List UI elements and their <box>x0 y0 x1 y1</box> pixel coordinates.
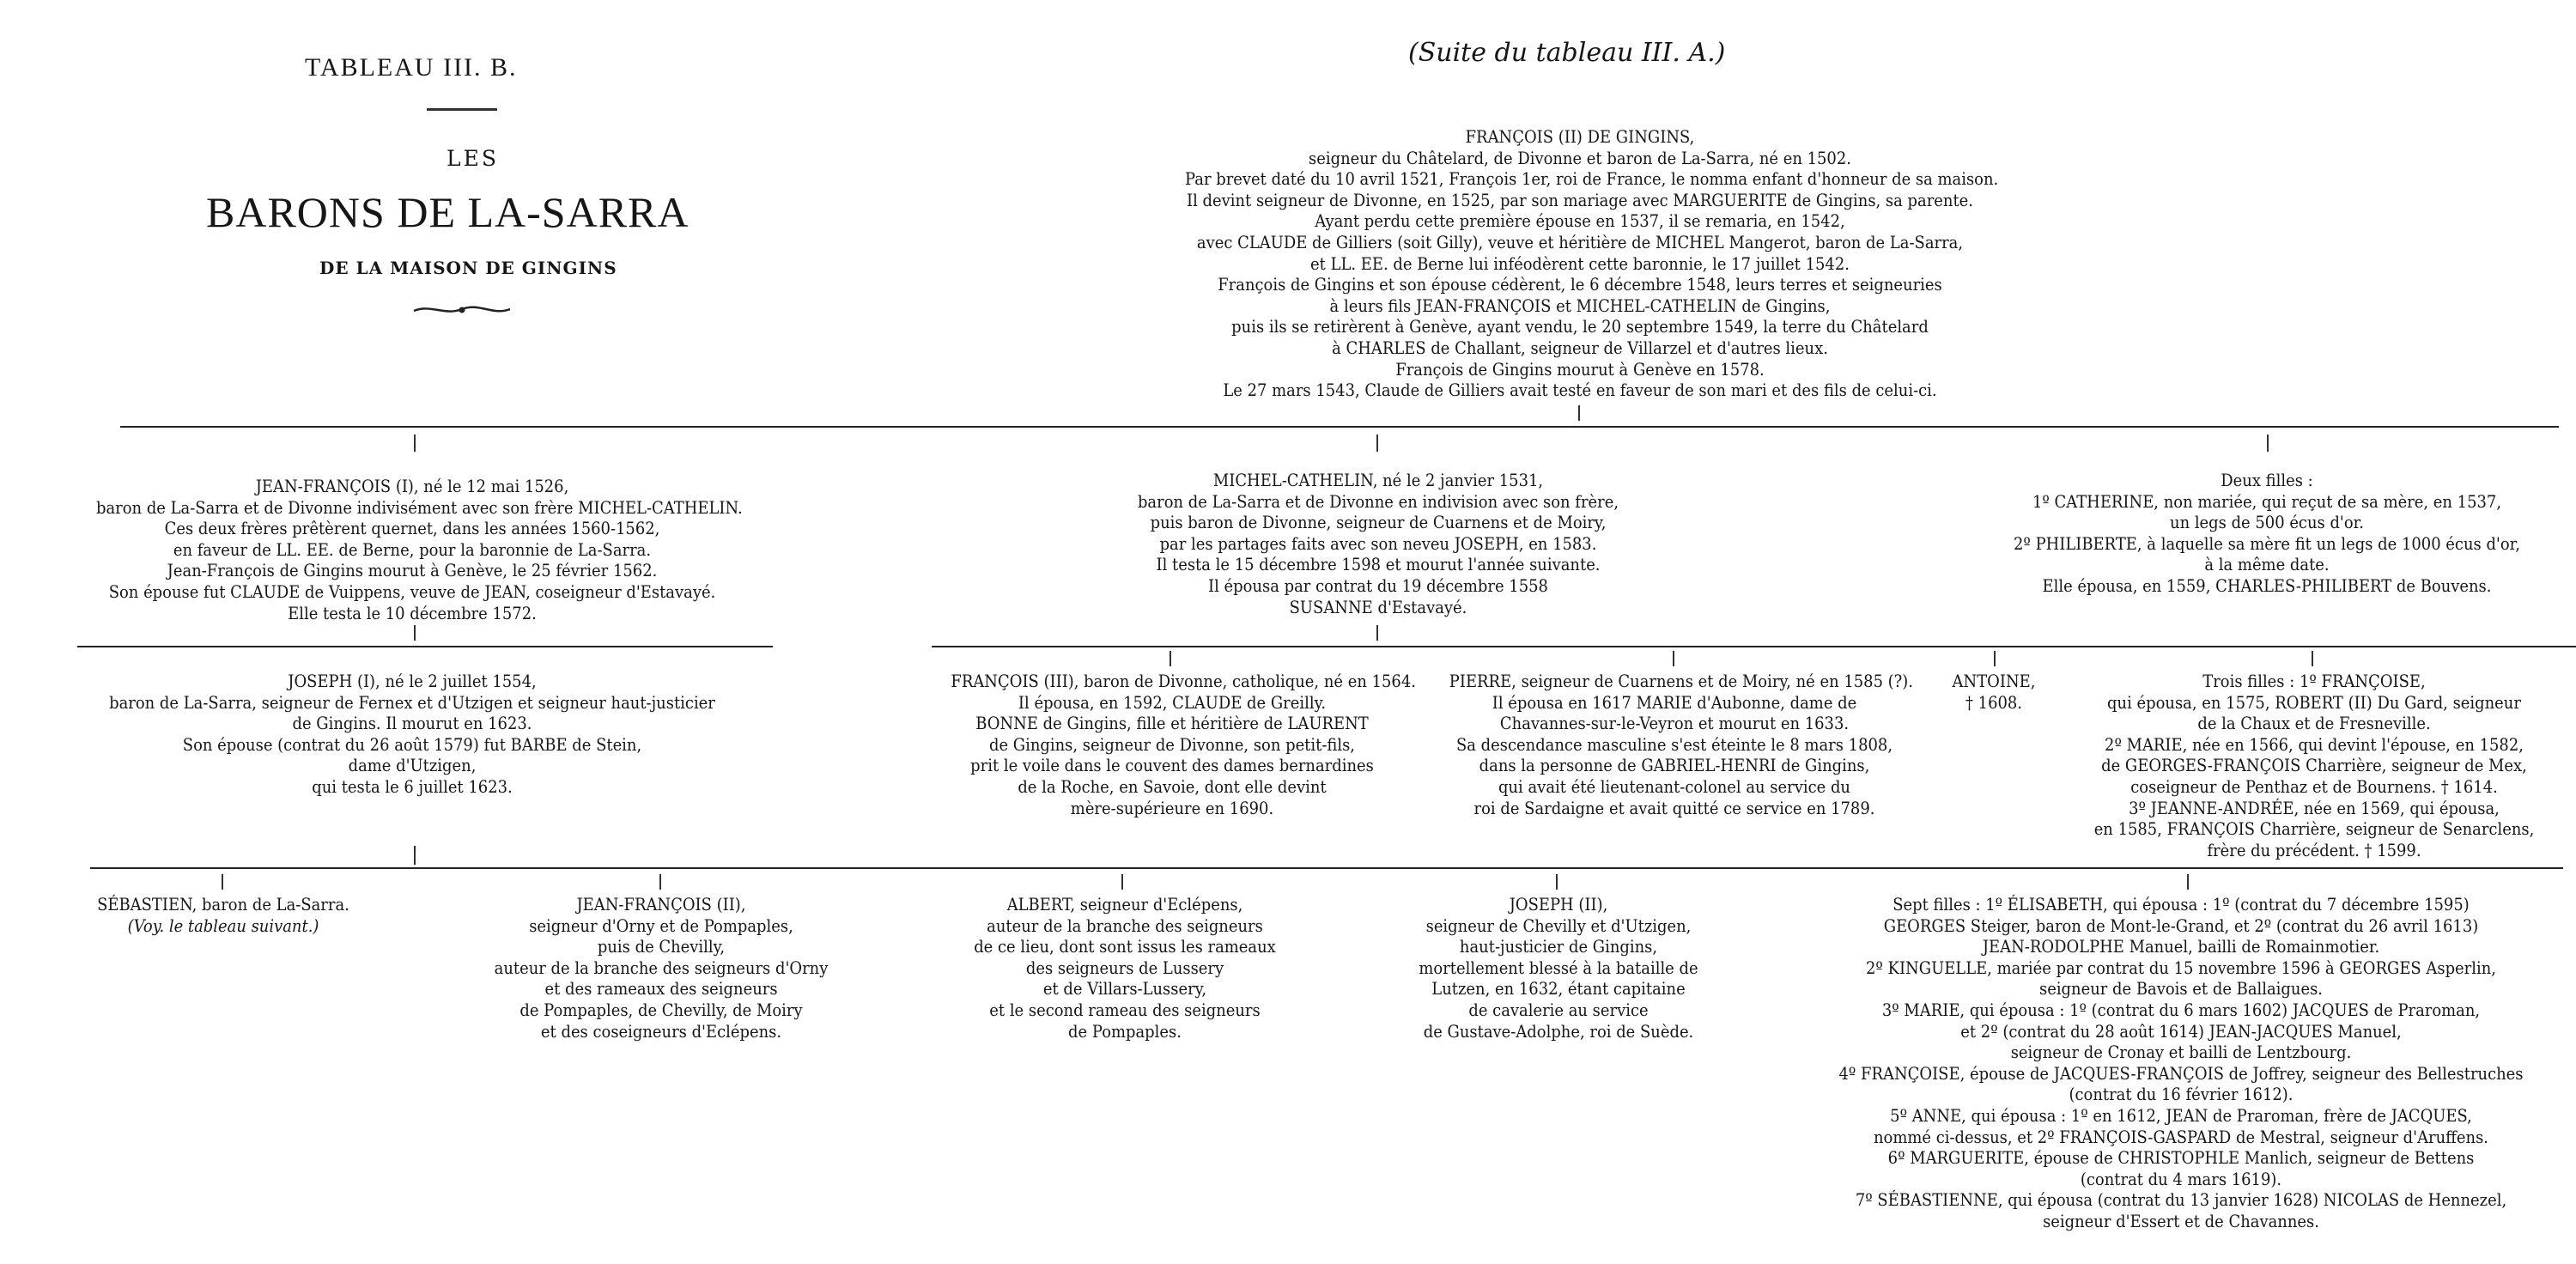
text-line: auteur de la branche des seigneurs <box>987 915 1263 936</box>
connector <box>414 434 416 452</box>
text-line: et de Villars-Lussery, <box>1042 979 1207 1000</box>
text-line: (contrat du 4 mars 1619). <box>2080 1169 2282 1189</box>
sept-filles <box>1833 895 2529 1233</box>
text-line: FRANÇOIS (II) DE GINGINS, <box>1465 127 1695 147</box>
generation-rule <box>90 867 2563 869</box>
text-line: BONNE de Gingins, fille et héritière de LAURENT <box>975 714 1369 734</box>
text-line: Jean-François de Gingins mourut à Genève, le 25 février 1562. <box>167 561 658 581</box>
text-line: de Gustave-Adolphe, roi de Suède. <box>1423 1021 1694 1042</box>
text-line: 1º CATHERINE, non mariée, qui reçut de sa mère, en 1537, <box>2032 491 2502 512</box>
text-line: Trois filles : 1º FRANÇOISE, <box>2202 672 2426 691</box>
text-line: nommé ci-dessus, et 2º FRANÇOIS-GASPARD de Mestral, seigneur d'Aruffens. <box>1874 1127 2488 1147</box>
text-line: seigneur de Cronay et bailli de Lentzbourg. <box>2010 1042 2352 1063</box>
text-line: de cavalerie au service <box>1468 1000 1649 1020</box>
text-line: dans la personne de GABRIEL-HENRI de Gingins, <box>1479 756 1870 776</box>
text-line: 7º SÉBASTIENNE, qui épousa (contrat du 13 janvier 1628) NICOLAS de Hennezel, <box>1855 1190 2507 1211</box>
text-line: à la même date. <box>2204 555 2330 575</box>
text-line: seigneur de Bavois et de Ballaigues. <box>2038 979 2323 1000</box>
connector <box>2187 874 2189 890</box>
text-line: frère du précédent. † 1599. <box>2207 840 2421 860</box>
text-line: François de Gingins mourut à Genève en 1578. <box>1395 359 1765 380</box>
connector <box>1376 625 1378 641</box>
connector <box>1578 405 1580 421</box>
text-line: JEAN-FRANÇOIS (I), né le 12 mai 1526, <box>255 477 569 496</box>
jean-francois-i <box>96 477 743 624</box>
text-line: 6º MARGUERITE, épouse de CHRISTOPHLE Manlich, seigneur de Bettens <box>1887 1148 2475 1169</box>
connector <box>2312 651 2313 666</box>
text-line: JEAN-RODOLPHE Manuel, bailli de Romainmotier. <box>1982 937 2380 957</box>
text-line: baron de La-Sarra et de Divonne indivisément avec son frère MICHEL-CATHELIN. <box>96 497 743 518</box>
connector <box>1673 651 1674 666</box>
text-line: par les partages faits avec son neveu JOSEPH, en 1583. <box>1159 533 1597 554</box>
text-line: 3º MARIE, qui épousa : 1º (contrat du 6 mars 1602) JACQUES de Praroman, <box>1881 1000 2481 1020</box>
trois-filles <box>2081 672 2548 861</box>
generation-rule <box>932 646 2576 647</box>
text-line: mère-supérieure en 1690. <box>1070 798 1274 818</box>
connector <box>1376 434 1378 452</box>
text-line: ALBERT, seigneur d'Eclépens, <box>1006 895 1243 915</box>
connector <box>222 874 223 890</box>
text-line: Il testa le 15 décembre 1598 et mourut l'année suivante. <box>1156 555 1601 575</box>
text-line: puis ils se retirèrent à Genève, ayant vendu, le 20 septembre 1549, la terre du Châtelard <box>1231 317 1929 337</box>
text-line: mortellement blessé à la bataille de <box>1419 957 1698 978</box>
text-line: et des coseigneurs d'Eclépens. <box>540 1021 782 1042</box>
text-line: à leurs fils JEAN-FRANÇOIS et MICHEL-CATHELIN de Gingins, <box>1329 295 1831 316</box>
text-line: auteur de la branche des seigneurs d'Orny <box>494 957 829 978</box>
text-line: Par brevet daté du 10 avril 1521, François 1er, roi de France, le nomma enfant d'honneur de sa maison. <box>1185 169 1999 190</box>
root-francois-ii <box>1185 127 1999 402</box>
michel-cathelin <box>1062 471 1694 618</box>
text-line: qui testa le 6 juillet 1623. <box>312 776 513 797</box>
text-line: dame d'Utzigen, <box>348 756 477 776</box>
text-line: Sept filles : 1º ÉLISABETH, qui épousa : 1º (contrat du 7 décembre 1595) <box>1893 895 2470 915</box>
text-line: et LL. EE. de Berne lui inféodèrent cette baronnie, le 17 juillet 1542. <box>1310 253 1850 274</box>
text-line: avec CLAUDE de Gilliers (soit Gilly), veuve et héritière de MICHEL Mangerot, baron de La-Sarra, <box>1196 232 1964 252</box>
page-title: BARONS DE LA-SARRA <box>206 188 690 236</box>
text-line: Lutzen, en 1632, étant capitaine <box>1431 979 1686 1000</box>
text-line: Ayant perdu cette première épouse en 1537, il se remaria, en 1542, <box>1315 211 1845 232</box>
connector <box>1170 651 1171 666</box>
text-line: François de Gingins et son épouse cédèrent, le 6 décembre 1548, leurs terres et seigneuries <box>1218 275 1942 295</box>
connector <box>1556 874 1558 890</box>
ornament-icon <box>410 302 513 318</box>
connector <box>659 874 661 890</box>
connector <box>1121 874 1123 890</box>
text-line: Deux filles : <box>2221 471 2313 490</box>
text-line: 2º KINGUELLE, mariée par contrat du 15 novembre 1596 à GEORGES Asperlin, <box>1866 957 2496 978</box>
jean-francois-ii <box>471 895 851 1042</box>
text-line: à CHARLES de Challant, seigneur de Villarzel et d'autres lieux. <box>1332 337 1828 358</box>
text-line: Sa descendance masculine s'est éteinte le 8 mars 1808, <box>1455 734 1893 755</box>
connector <box>414 846 416 865</box>
text-line: de ce lieu, dont sont issus les rameaux <box>974 937 1276 957</box>
title-les: LES <box>447 146 499 171</box>
text-line: qui avait été lieutenant-colonel au service du <box>1498 776 1850 797</box>
header-rule <box>427 108 497 111</box>
text-line: Le 27 mars 1543, Claude de Gilliers avait testé en faveur de son mari et des fils de celui-ci. <box>1223 380 1937 401</box>
text-line: Elle testa le 10 décembre 1572. <box>288 603 537 623</box>
text-line: JEAN-FRANÇOIS (II), <box>576 895 746 915</box>
text-line: seigneur de Chevilly et d'Utzigen, <box>1425 915 1692 936</box>
text-line: et le second rameau des seigneurs <box>989 1000 1261 1020</box>
text-line: JOSEPH (II), <box>1509 895 1608 915</box>
text-line: GEORGES Steiger, baron de Mont-le-Grand, et 2º (contrat du 26 avril 1613) <box>1883 915 2479 936</box>
connector <box>1994 651 1996 666</box>
text-line: Il épousa, en 1592, CLAUDE de Greilly. <box>1018 692 1327 713</box>
text-line: de la Roche, en Savoie, dont elle devint <box>1018 776 1327 797</box>
joseph-ii <box>1381 895 1736 1042</box>
text-line: Il épousa en 1617 MARIE d'Aubonne, dame de <box>1492 692 1857 713</box>
text-line: de Pompaples, de Chevilly, de Moiry <box>519 1000 803 1020</box>
text-line: Son épouse fut CLAUDE de Vuippens, veuve de JEAN, coseigneur d'Estavayé. <box>108 581 716 602</box>
text-line: seigneur d'Orny et de Pompaples, <box>529 915 793 936</box>
text-line: de Gingins. Il mourut en 1623. <box>292 714 532 734</box>
generation-rule <box>120 426 2559 428</box>
text-line: 2º PHILIBERTE, à laquelle sa mère fit un legs de 1000 écus d'or, <box>2014 533 2520 554</box>
sebastien <box>73 895 374 937</box>
text-line: qui épousa, en 1575, ROBERT (II) Du Gard, seigneur <box>2107 692 2521 713</box>
text-line: de Pompaples. <box>1068 1021 1182 1042</box>
text-line: MICHEL-CATHELIN, né le 2 janvier 1531, <box>1212 471 1544 490</box>
connector <box>2267 434 2269 452</box>
text-line: et 2º (contrat du 28 août 1614) JEAN-JACQUES Manuel, <box>1960 1021 2402 1042</box>
text-line: puis de Chevilly, <box>597 937 726 957</box>
text-line: Chavannes-sur-le-Veyron et mourut en 1633. <box>1499 714 1850 734</box>
text-line: roi de Sardaigne et avait quitté ce service en 1789. <box>1473 798 1875 818</box>
text-line: seigneur du Châtelard, de Divonne et baron de La-Sarra, né en 1502. <box>1309 148 1851 168</box>
suite-note: (Suite du tableau III. A.) <box>1408 38 1726 68</box>
text-line: prit le voile dans le couvent des dames bernardines <box>970 756 1374 776</box>
text-line: SUSANNE d'Estavayé. <box>1289 597 1467 617</box>
text-line: baron de La-Sarra, seigneur de Fernex et d'Utzigen et seigneur haut-justicier <box>109 692 715 713</box>
text-line: PIERRE, seigneur de Cuarnens et de Moiry, né en 1585 (?). <box>1449 672 1914 691</box>
text-line: † 1608. <box>1965 692 2023 713</box>
deux-filles <box>1951 471 2576 598</box>
text-line: et des rameaux des seigneurs <box>544 979 778 1000</box>
joseph-i <box>96 672 728 799</box>
text-line: des seigneurs de Lussery <box>1025 957 1224 978</box>
text-line: Ces deux frères prêtèrent quernet, dans les années 1560-1562, <box>164 519 660 539</box>
text-line: en 1585, FRANÇOIS Charrière, seigneur de Senarclens, <box>2093 819 2535 840</box>
text-line: coseigneur de Penthaz et de Bournens. † 1614. <box>2130 776 2498 797</box>
text-line: de Gingins, seigneur de Divonne, son petit-fils, <box>988 734 1356 755</box>
text-line: en faveur de LL. EE. de Berne, pour la baronnie de La-Sarra. <box>173 539 652 560</box>
text-line: ANTOINE, <box>1952 672 2036 691</box>
text-line: Il devint seigneur de Divonne, en 1525, par son mariage avec MARGUERITE de Gingins, sa parente. <box>1186 190 1974 210</box>
text-line: un legs de 500 écus d'or. <box>2170 513 2364 533</box>
text-line: JOSEPH (I), né le 2 juillet 1554, <box>288 672 537 691</box>
text-line: Elle épousa, en 1559, CHARLES-PHILIBERT de Bouvens. <box>2042 575 2492 596</box>
text-line: 3º JEANNE-ANDRÉE, née en 1569, qui épousa, <box>2129 798 2500 818</box>
text-line: (Voy. le tableau suivant.) <box>127 915 319 936</box>
text-line: (contrat du 16 février 1612). <box>2069 1085 2293 1105</box>
text-line: 4º FRANÇOISE, épouse de JACQUES-FRANÇOIS de Joffrey, seigneur des Bellestruches <box>1838 1063 2524 1084</box>
albert <box>943 895 1306 1042</box>
tableau-label: TABLEAU III. B. <box>305 53 518 82</box>
text-line: 5º ANNE, qui épousa : 1º en 1612, JEAN de Praroman, frère de JACQUES, <box>1890 1105 2472 1126</box>
text-line: de la Chaux et de Fresneville. <box>2197 714 2431 734</box>
text-line: seigneur d'Essert et de Chavannes. <box>2043 1211 2319 1231</box>
text-line: puis baron de Divonne, seigneur de Cuarnens et de Moiry, <box>1150 513 1607 533</box>
connector <box>414 625 416 641</box>
text-line: FRANÇOIS (III), baron de Divonne, catholique, né en 1564. <box>951 672 1416 691</box>
text-line: baron de La-Sarra et de Divonne en indivision avec son frère, <box>1137 491 1619 512</box>
text-line: SÉBASTIEN, baron de La-Sarra. <box>97 895 349 915</box>
page-subtitle: DE LA MAISON DE GINGINS <box>319 258 617 278</box>
pierre <box>1449 672 1914 819</box>
text-line: Il épousa par contrat du 19 décembre 1558 <box>1208 575 1548 596</box>
antoine <box>1947 672 2041 714</box>
francois-iii <box>951 672 1416 819</box>
text-line: haut-justicier de Gingins, <box>1459 937 1658 957</box>
text-line: de GEORGES-FRANÇOIS Charrière, seigneur de Mex, <box>2101 756 2527 776</box>
generation-rule <box>77 646 773 647</box>
text-line: 2º MARIE, née en 1566, qui devint l'épouse, en 1582, <box>2105 734 2524 755</box>
text-line: Son épouse (contrat du 26 août 1579) fut BARBE de Stein, <box>182 734 642 755</box>
